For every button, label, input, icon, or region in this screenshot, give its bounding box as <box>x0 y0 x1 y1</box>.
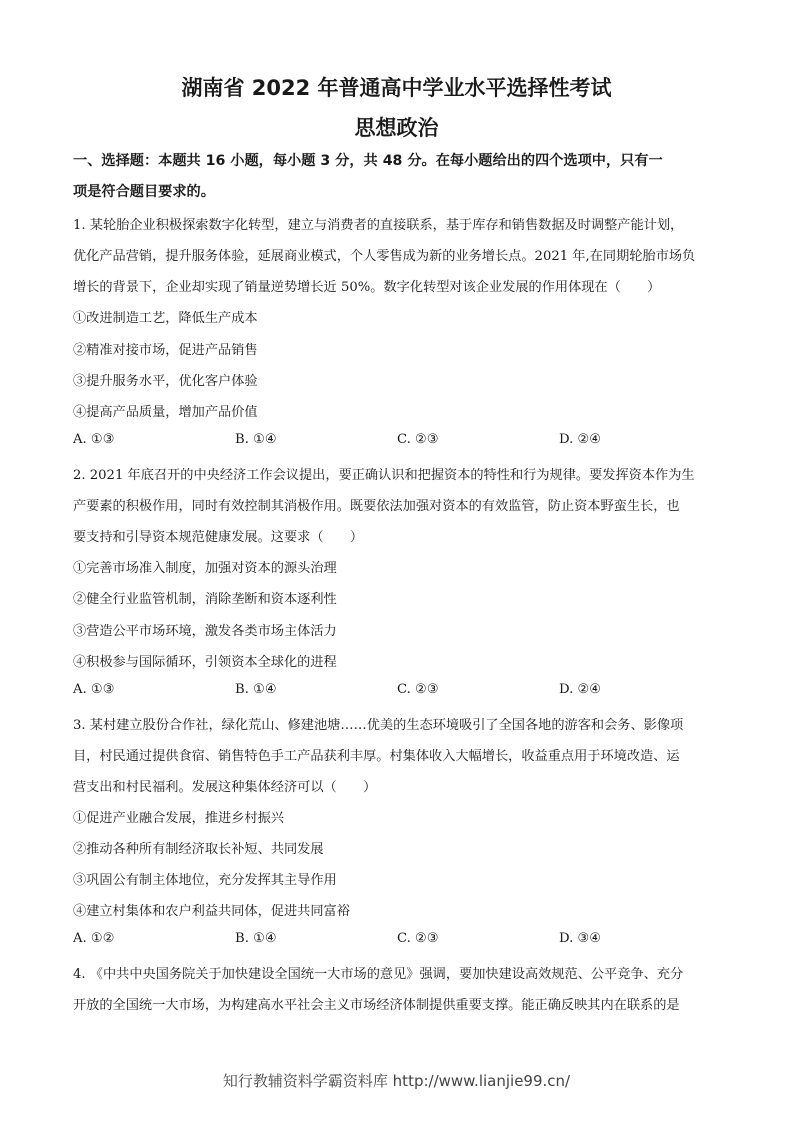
q3-option-a[interactable]: A. ①② <box>73 931 115 946</box>
section-instruction-line-2: 项是符合题目要求的。 <box>73 184 215 200</box>
q3-option-c[interactable]: C. ②③ <box>397 931 439 946</box>
q1-stem-line-1: 1. 某轮胎企业积极探索数字化转型，建立与消费者的直接联系，基于库存和销售数据及时调整产能计划， <box>73 218 684 233</box>
q1-item-2: ②精准对接市场，促进产品销售 <box>73 343 258 358</box>
footer-watermark-text: 知行教辅资料学霸资料库 http://www.lianjie99.cn/ <box>222 1072 571 1090</box>
q3-item-2: ②推动各种所有制经济取长补短、共同发展 <box>73 842 324 857</box>
q2-item-1: ①完善市场准入制度，加强对资本的源头治理 <box>73 561 337 576</box>
q3-stem-line-1: 3. 某村建立股份合作社，绿化荒山、修建池塘……优美的生态环境吸引了全国各地的游客和会务、影像项 <box>73 718 684 733</box>
exam-subject: 思想政治 <box>354 116 439 140</box>
q3-item-3: ③巩固公有制主体地位，充分发挥其主导作用 <box>73 873 337 888</box>
q2-option-d[interactable]: D. ②④ <box>559 682 602 697</box>
q1-stem-line-3: 增长的背景下，企业却实现了销量逆势增长近 50%。数字化转型对该企业发展的作用体现在（ ） <box>73 280 661 295</box>
q3-stem-line-3: 营支出和村民福利。发展这种集体经济可以（ ） <box>73 780 377 795</box>
q1-item-4: ④提高产品质量，增加产品价值 <box>73 405 258 420</box>
q2-item-3: ③营造公平市场环境，激发各类市场主体活力 <box>73 624 337 639</box>
q2-stem-line-2: 产要素的积极作用，同时有效控制其消极作用。既要依法加强对资本的有效监管，防止资本野蛮生长，也 <box>73 499 680 514</box>
q1-option-a[interactable]: A. ①③ <box>73 432 115 447</box>
q2-option-c[interactable]: C. ②③ <box>397 682 439 697</box>
q1-stem-line-2: 优化产品营销，提升服务体验，延展商业模式，个人零售成为新的业务增长点。2021 年,在同期轮胎市场负 <box>73 249 696 264</box>
q3-option-d[interactable]: D. ③④ <box>559 931 602 946</box>
q2-option-b[interactable]: B. ①④ <box>235 682 277 697</box>
q2-item-2: ②健全行业监管机制，消除垄断和资本逐利性 <box>73 592 337 607</box>
q3-stem-line-2: 目，村民通过提供食宿、销售特色手工产品获利丰厚。村集体收入大幅增长，收益重点用于环境改造、运 <box>73 749 680 764</box>
q1-item-1: ①改进制造工艺，降低生产成本 <box>73 311 258 326</box>
q2-stem-line-1: 2. 2021 年底召开的中央经济工作会议提出，要正确认识和把握资本的特性和行为规律。要发挥资本作为生 <box>73 468 695 483</box>
q4-stem-line-2: 开放的全国统一大市场，为构建高水平社会主义市场经济体制提供重要支撑。能正确反映其内在联系的是 <box>73 998 680 1013</box>
q2-stem-line-3: 要支持和引导资本规范健康发展。这要求（ ） <box>73 530 364 545</box>
q3-option-b[interactable]: B. ①④ <box>235 931 277 946</box>
q1-option-d[interactable]: D. ②④ <box>559 432 602 447</box>
section-instruction-line-1: 一、选择题：本题共 16 小题，每小题 3 分，共 48 分。在每小题给出的四个选项中，只有一 <box>73 153 663 169</box>
q1-option-b[interactable]: B. ①④ <box>235 432 277 447</box>
q2-item-4: ④积极参与国际循环，引领资本全球化的进程 <box>73 655 337 670</box>
q2-option-a[interactable]: A. ①③ <box>73 682 115 697</box>
q1-item-3: ③提升服务水平，优化客户体验 <box>73 374 258 389</box>
exam-title: 湖南省 2022 年普通高中学业水平选择性考试 <box>181 76 612 100</box>
q1-option-c[interactable]: C. ②③ <box>397 432 439 447</box>
q4-stem-line-1: 4. 《中共中央国务院关于加快建设全国统一大市场的意见》强调，要加快建设高效规范、公平竞争、充分 <box>73 967 684 982</box>
q3-item-1: ①促进产业融合发展，推进乡村振兴 <box>73 811 284 826</box>
q3-item-4: ④建立村集体和农户利益共同体，促进共同富裕 <box>73 904 350 919</box>
